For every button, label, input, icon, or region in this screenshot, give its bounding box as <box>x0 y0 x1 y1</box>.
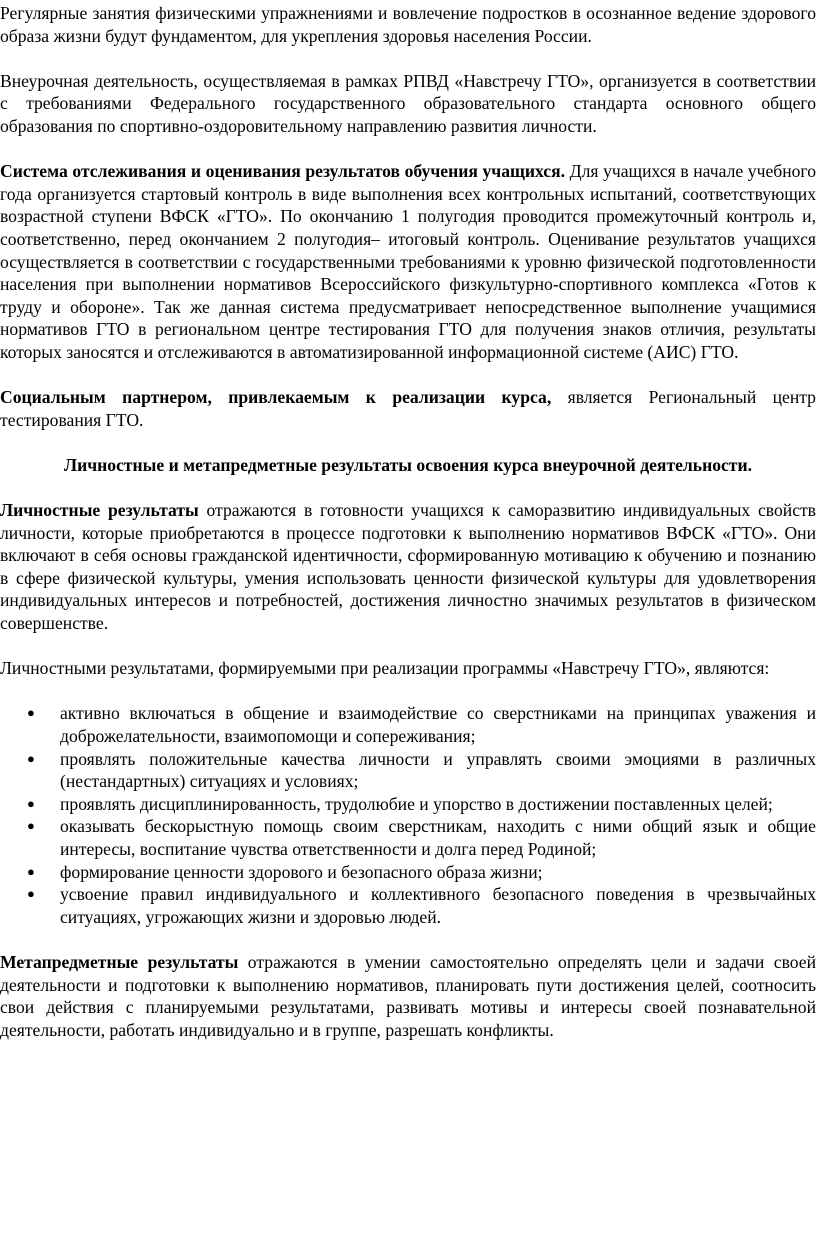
bullet-icon: ● <box>27 886 35 902</box>
bullet-icon: ● <box>27 795 35 811</box>
section-heading <box>0 454 816 477</box>
assessment-system-text: Для учащихся в начале учебного года организуется стартовый контроль в виде выполнения всех контрольных испытаний, соответствующих возрастной ступени ВФСК «ГТО». По окончанию 1 полугодия проводится промежуточный контроль и, соответственно, перед окончанием 2 полугодия– итоговый контроль. Оценивание результатов учащихся осуществляется в соответствии с государственными требованиями к уровню физической подготовленности населения при выполнении нормативов Всероссийского физкультурно-спортивного комплекса «Готов к труду и обороне». Так же данная система предусматривает непосредственное выполнение учащимися нормативов ГТО в региональном центре тестирования ГТО для получения знаков отличия, результаты которых заносятся и отслеживаются в автоматизированной информационной системе (АИС) ГТО. <box>0 161 816 362</box>
bullet-icon: ● <box>27 705 35 721</box>
list-item <box>0 815 816 860</box>
list-item-text: оказывать бескорыстную помощь своим сверстникам, находить с ними общий язык и общие интересы, воспитание чувства ответственности и долга перед Родиной; <box>60 816 816 859</box>
spacer <box>0 680 816 703</box>
bullet-icon: ● <box>27 750 35 766</box>
paragraph-intro: Регулярные занятия физическими упражнениями и вовлечение подростков в осознанное ведение здорового образа жизни будут фундаментом, для укрепления здоровья населения России. <box>0 3 816 46</box>
list-item-text: активно включаться в общение и взаимодействие со сверстниками на принципах уважения и доброжелательности, взаимопомощи и сопереживания; <box>60 703 816 746</box>
bullet-icon: ● <box>27 863 35 879</box>
list-item-text: проявлять дисциплинированность, трудолюбие и упорство в достижении поставленных целей; <box>60 793 773 814</box>
paragraph-metasubject-results <box>0 951 816 1041</box>
spacer <box>0 635 816 658</box>
spacer <box>0 364 816 387</box>
social-partner-text: является Региональный центр тестирования ГТО. <box>0 387 816 430</box>
list-item <box>0 861 816 884</box>
spacer <box>0 928 816 951</box>
spacer <box>0 431 816 454</box>
spacer <box>0 476 816 499</box>
list-item-text: проявлять положительные качества личности и управлять своими эмоциями в различных (нестандартных) ситуациях и условиях; <box>60 748 816 792</box>
bullet-icon: ● <box>27 818 35 834</box>
paragraph-assessment-system <box>0 160 816 363</box>
metasubject-results-text: отражаются в умении самостоятельно определять цели и задачи своей деятельности и подготовки к выполнению нормативов, планировать пути достижения целей, соотносить свои действия с планируемыми результатами, развивать мотивы и интересы своей познавательной деятельности, работать индивидуально и в группе, разрешать конфликты. <box>0 951 816 1040</box>
list-item-text: формирование ценности здорового и безопасного образа жизни; <box>60 861 543 882</box>
social-partner-heading: Социальным партнером, привлекаемым к реализации курса, <box>0 387 552 408</box>
paragraph-personal-results <box>0 499 816 635</box>
spacer <box>0 47 816 70</box>
paragraph-personal-results-intro: Личностными результатами, формируемыми при реализации программы «Навстречу ГТО», являются: <box>0 658 770 679</box>
section-heading-text: Личностные и метапредметные результаты освоения курса внеурочной деятельности. <box>63 454 752 475</box>
list-item-text: усвоение правил индивидуального и коллективного безопасного поведения в чрезвычайных ситуациях, угрожающих жизни и здоровью людей. <box>60 884 816 927</box>
metasubject-results-heading: Метапредметные результаты <box>0 951 239 972</box>
list-item <box>0 793 816 816</box>
bullet-list <box>0 702 816 928</box>
personal-results-heading: Личностные результаты <box>0 500 199 521</box>
paragraph-social-partner <box>0 386 816 431</box>
list-item <box>0 702 816 747</box>
spacer <box>0 138 816 161</box>
list-item <box>0 748 816 793</box>
paragraph-extracurricular: Внеурочная деятельность, осуществляемая в рамках РПВД «Навстречу ГТО», организуется в соответствии с требованиями Федерального государственного образовательного стандарта основного общего образования по спортивно-оздоровительному направлению развития личности. <box>0 70 816 136</box>
assessment-system-heading: Система отслеживания и оценивания результатов обучения учащихся. <box>0 161 565 182</box>
personal-results-text: отражаются в готовности учащихся к саморазвитию индивидуальных свойств личности, которые приобретаются в процессе подготовки к выполнению нормативов ВФСК «ГТО». Они включают в себя основы гражданской идентичности, сформированную мотивацию к обучению и познанию в сфере физической культуры, умения использовать ценности физической культуры для удовлетворения индивидуальных интересов и потребностей, достижения личностно значимых результатов в физическом совершенстве. <box>0 500 816 634</box>
list-item <box>0 883 816 928</box>
